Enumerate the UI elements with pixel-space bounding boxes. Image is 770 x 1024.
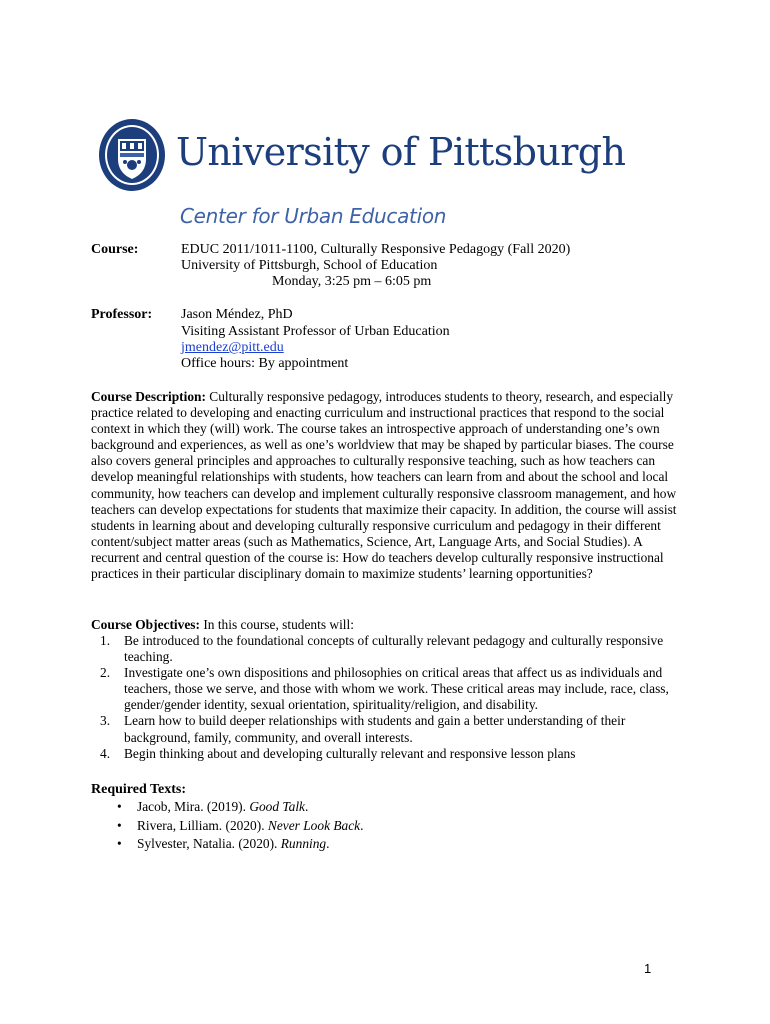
university-name: University of Pittsburgh bbox=[176, 130, 626, 174]
book-author: Jacob, Mira. (2019). bbox=[137, 799, 250, 814]
book-author: Sylvester, Natalia. (2020). bbox=[137, 836, 281, 851]
book-end: . bbox=[360, 817, 364, 833]
list-item bbox=[91, 835, 363, 854]
course-objectives-heading bbox=[91, 617, 691, 633]
list-item-text: Learn how to build deeper relationships with students and gain a better understanding of their background, family, community, and overall interests. bbox=[124, 713, 626, 745]
course-label: Course: bbox=[91, 242, 139, 257]
professor-name: Jason Méndez, PhD bbox=[181, 307, 293, 322]
bullet-icon: • bbox=[117, 799, 122, 814]
office-hours: Office hours: By appointment bbox=[181, 356, 349, 371]
professor-label: Professor: bbox=[91, 307, 153, 322]
course-objectives-label: Course Objectives: bbox=[91, 617, 200, 632]
list-item-text: Be introduced to the foundational concepts of culturally relevant pedagogy and culturally responsive teaching. bbox=[124, 633, 664, 665]
required-texts-heading: Required Texts: bbox=[91, 782, 187, 797]
list-number: 4. bbox=[100, 745, 111, 761]
book-title: Good Talk bbox=[249, 799, 305, 814]
bullet-icon: • bbox=[117, 836, 122, 851]
book-title: Running bbox=[280, 836, 327, 851]
list-item bbox=[91, 665, 691, 713]
objectives-list bbox=[91, 633, 691, 762]
course-school-line: University of Pittsburgh, School of Education bbox=[181, 258, 438, 273]
required-texts-list bbox=[91, 798, 363, 854]
bullet-icon: • bbox=[117, 817, 122, 833]
center-name: Center for Urban Education bbox=[180, 204, 447, 228]
book-title: Never Look Back bbox=[267, 817, 361, 833]
list-number: 3. bbox=[100, 713, 111, 729]
book-author: Rivera, Lilliam. (2020). bbox=[137, 817, 268, 833]
list-item-text: Investigate one’s own dispositions and philosophies on critical areas that affect us as individuals and teachers, those we serve, and those with whom we work. These critical areas may include, race, class, gender/gender identity, sexual orientation, spirituality/religion, and disability. bbox=[124, 665, 669, 713]
list-item bbox=[91, 798, 363, 817]
professor-title: Visiting Assistant Professor of Urban Education bbox=[181, 324, 450, 339]
course-code-line: EDUC 2011/1011-1100, Culturally Responsive Pedagogy (Fall 2020) bbox=[181, 242, 571, 257]
book-end: . bbox=[326, 836, 330, 851]
course-time-line: Monday, 3:25 pm – 6:05 pm bbox=[272, 274, 432, 289]
list-item bbox=[91, 746, 691, 762]
list-number: 1. bbox=[100, 633, 111, 648]
course-description-label: Course Description: bbox=[91, 389, 206, 404]
list-number: 2. bbox=[100, 665, 111, 681]
course-description-text: Culturally responsive pedagogy, introduces students to theory, research, and especially practice related to developing and enacting curriculum and instructional practices that respond to the social context in which they (will) work. The course takes an introspective approach of understanding one’s own background and experiences, as well as one’s worldview that may be shaped by particular biases. The course also covers general principles and approaches to culturally responsive teaching, such as how teachers can develop meaningful relationships with students, how teachers can learn from and about the school and local community, how teachers can develop and implement culturally responsive classroom management, and how teachers can develop expectations for students that maximize their capacity. In addition, the course will assist students in learning about and developing culturally responsive curriculum and pedagogy in their different content/subject matter areas (such as Mathematics, Science, Art, Language Arts, and Social Studies). A recurrent and central question of the course is: How do teachers develop culturally responsive instructional practices in their particular disciplinary domain to maximize students’ learning opportunities? bbox=[91, 389, 677, 582]
university-seal-icon bbox=[98, 117, 166, 193]
professor-email-link[interactable]: jmendez@pitt.edu bbox=[181, 340, 284, 355]
page-number: 1 bbox=[644, 961, 652, 976]
list-item-text: Begin thinking about and developing culturally relevant and responsive lesson plans bbox=[124, 745, 576, 761]
list-item bbox=[91, 633, 691, 665]
course-description bbox=[91, 389, 691, 582]
list-item bbox=[91, 817, 363, 836]
course-objectives-intro: In this course, students will: bbox=[199, 617, 354, 632]
list-item bbox=[91, 713, 691, 745]
book-end: . bbox=[305, 799, 309, 814]
